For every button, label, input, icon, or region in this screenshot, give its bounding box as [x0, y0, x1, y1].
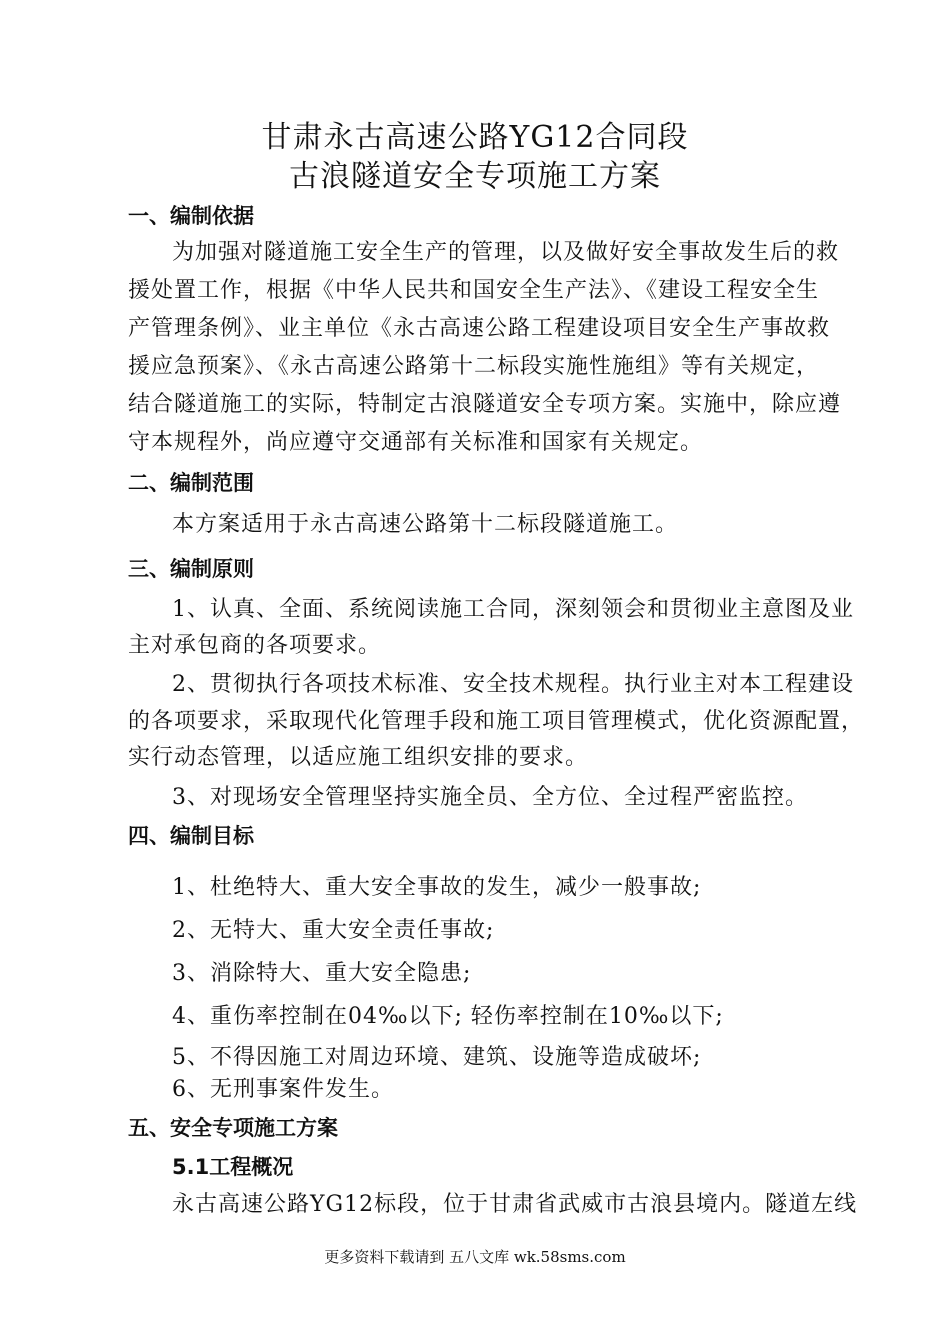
paragraph-line: 为加强对隧道施工安全生产的管理，以及做好安全事故发生后的救: [172, 240, 840, 265]
list-item: 5、不得因施工对周边环境、建筑、设施等造成破坏;: [172, 1045, 702, 1070]
list-item: 2、无特大、重大安全责任事故;: [172, 918, 495, 943]
list-item: 4、重伤率控制在04‰以下; 轻伤率控制在10‰以下;: [172, 1004, 724, 1029]
paragraph-line: 本方案适用于永古高速公路第十二标段隧道施工。: [172, 512, 679, 537]
paragraph-line: 守本规程外，尚应遵守交通部有关标准和国家有关规定。: [128, 430, 704, 455]
paragraph-line: 产管理条例》、业主单位《永古高速公路工程建设项目安全生产事故救: [128, 316, 831, 341]
section-heading-plan: 五、安全专项施工方案: [128, 1116, 338, 1140]
section-heading-basis: 一、编制依据: [128, 204, 254, 228]
section-heading-targets: 四、编制目标: [128, 824, 254, 848]
paragraph-line: 1、认真、全面、系统阅读施工合同，深刻领会和贯彻业主意图及业: [172, 597, 854, 622]
list-item: 6、无刑事案件发生。: [172, 1077, 394, 1102]
paragraph-line: 实行动态管理，以适应施工组织安排的要求。: [128, 745, 589, 770]
paragraph-line: 2、贯彻执行各项技术标准、安全技术规程。执行业主对本工程建设: [172, 672, 854, 697]
list-item: 1、杜绝特大、重大安全事故的发生，减少一般事故;: [172, 875, 702, 900]
paragraph-line: 援处置工作，根据《中华人民共和国安全生产法》、《建设工程安全生: [128, 278, 820, 303]
document-title-line-1: 甘肃永古高速公路YG12合同段: [261, 120, 689, 155]
section-heading-scope: 二、编制范围: [128, 471, 254, 495]
paragraph-line: 的各项要求，采取现代化管理手段和施工项目管理模式，优化资源配置，: [128, 709, 865, 734]
page-footer: 更多资料下载请到 五八文库 wk.58sms.com: [324, 1248, 626, 1266]
document-title-line-2: 古浪隧道安全专项施工方案: [289, 159, 661, 194]
section-heading-principles: 三、编制原则: [128, 557, 254, 581]
subsection-heading-overview: 5.1工程概况: [172, 1155, 294, 1179]
paragraph-line: 结合隧道施工的实际，特制定古浪隧道安全专项方案。实施中，除应遵: [128, 392, 842, 417]
paragraph-line: 3、对现场安全管理坚持实施全员、全方位、全过程严密监控。: [172, 785, 808, 810]
list-item: 3、消除特大、重大安全隐患;: [172, 961, 472, 986]
paragraph-line: 援应急预案》、《永古高速公路第十二标段实施性施组》等有关规定，: [128, 354, 820, 379]
paragraph-line: 主对承包商的各项要求。: [128, 633, 382, 658]
paragraph-line: 永古高速公路YG12标段，位于甘肃省武威市古浪县境内。隧道左线: [172, 1192, 858, 1217]
